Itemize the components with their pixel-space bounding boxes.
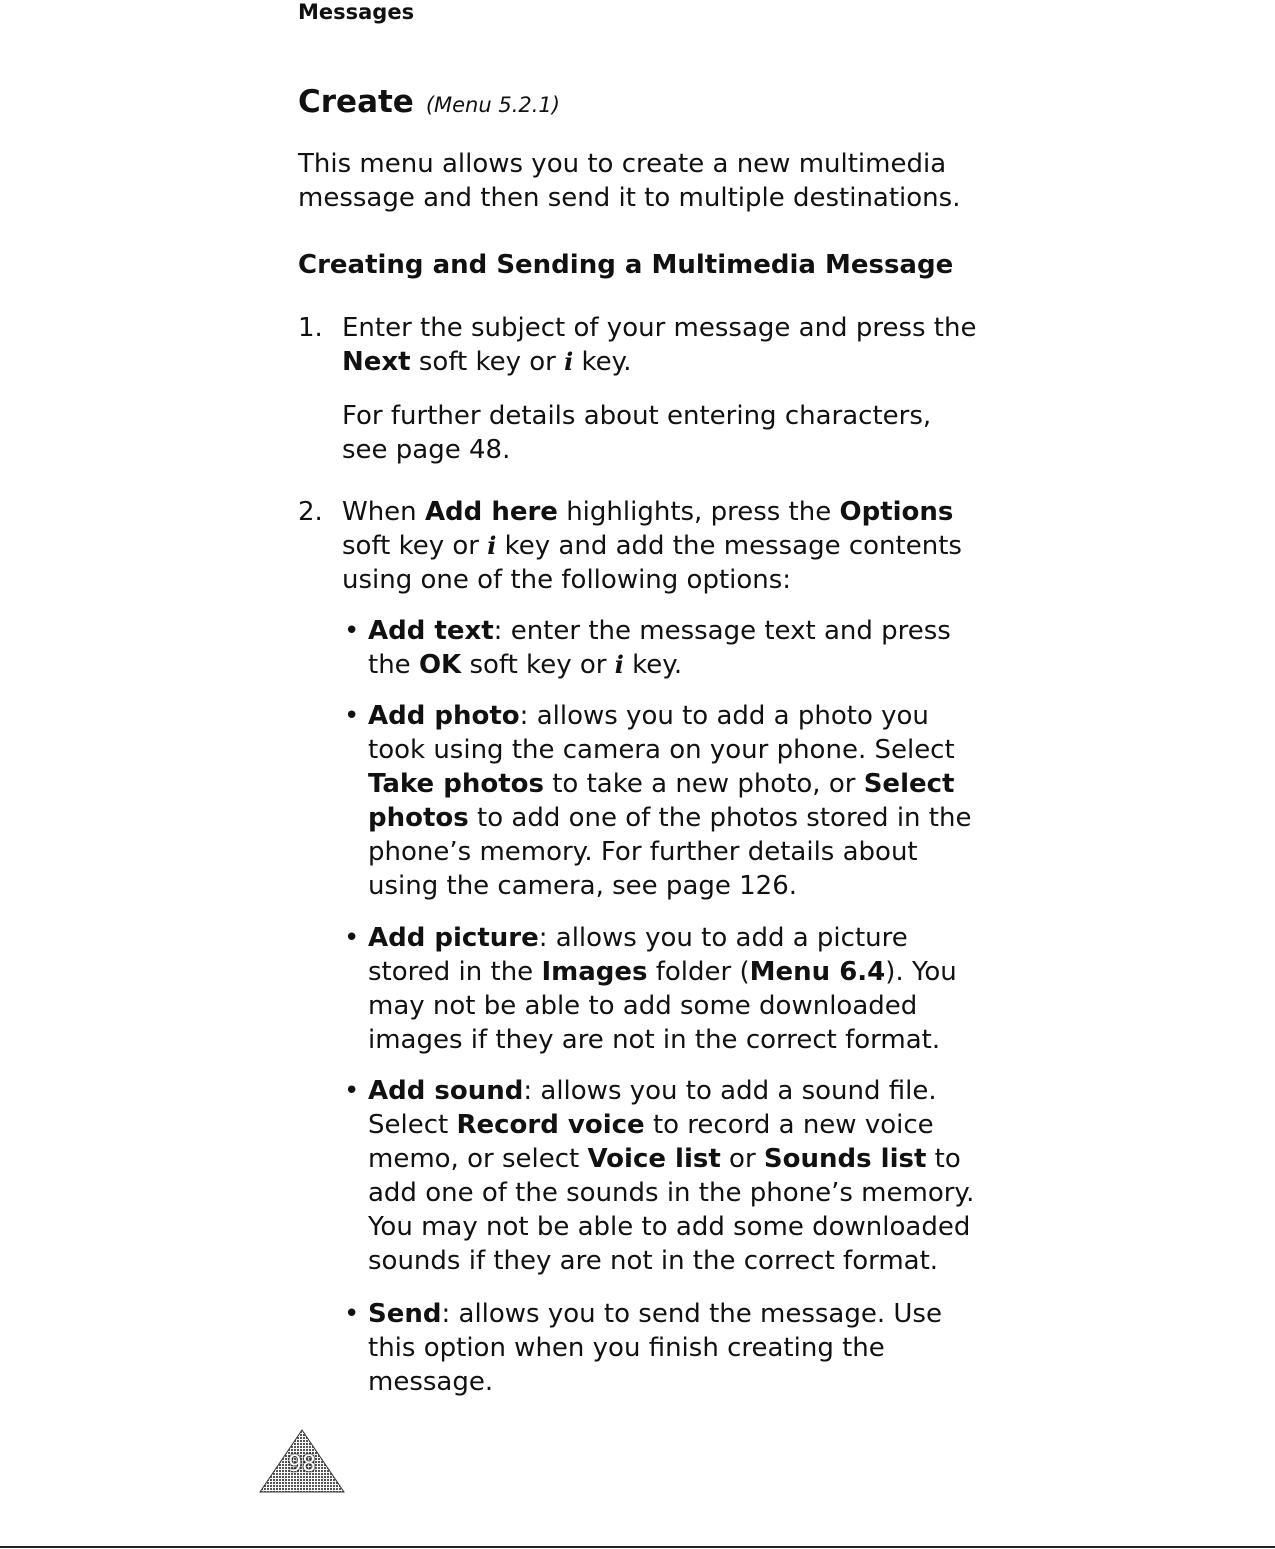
step-2-line: using one of the following options: xyxy=(342,565,792,595)
bullet-icon: • xyxy=(344,701,360,731)
bullet-line: phone’s memory. For further details about xyxy=(368,837,918,867)
bullet-icon: • xyxy=(344,1076,360,1106)
step-1-line xyxy=(342,345,976,379)
option-text: soft key or xyxy=(469,650,607,680)
images-folder-label: Images xyxy=(541,957,648,987)
menu-ref-label: Menu 6.4 xyxy=(749,957,886,987)
take-photos-label: Take photos xyxy=(368,769,544,799)
bullet-line: You may not be able to add some downloaded xyxy=(368,1212,971,1242)
option-text: : allows you to add a sound file. xyxy=(523,1076,937,1106)
step-1-note xyxy=(342,399,931,467)
bullet-line xyxy=(368,767,971,801)
bullet-line: images if they are not in the correct format. xyxy=(368,1025,941,1055)
option-text: stored in the xyxy=(368,957,534,987)
bullet-line xyxy=(368,955,957,989)
page-title xyxy=(298,84,560,120)
intro-line: This menu allows you to create a new multimedia xyxy=(298,149,947,179)
option-text: to xyxy=(934,1144,961,1174)
note-line: see page 48. xyxy=(342,435,511,465)
option-text: : enter the message text and press xyxy=(493,616,951,646)
menu-i-key-icon: i xyxy=(564,347,574,376)
bullet-add-text xyxy=(368,614,951,682)
step-text: key. xyxy=(581,347,632,377)
page-number: 98 xyxy=(288,1452,316,1477)
option-text: to add one of the photos stored in the xyxy=(477,803,972,833)
bullet-line xyxy=(368,699,971,733)
bullet-icon: • xyxy=(344,616,360,646)
sounds-list-label: Sounds list xyxy=(763,1144,927,1174)
menu-i-key-icon: i xyxy=(487,531,497,560)
option-text: to record a new voice xyxy=(652,1110,934,1140)
step-text: key and add the message contents xyxy=(504,531,962,561)
step-number: 1. xyxy=(298,313,323,343)
page-number-badge xyxy=(258,1428,346,1494)
option-text: the xyxy=(368,650,411,680)
intro-paragraph xyxy=(298,147,960,215)
bullet-line: took using the camera on your phone. Select xyxy=(368,735,955,765)
step-1-line: Enter the subject of your message and press the xyxy=(342,313,977,343)
option-label: Send xyxy=(368,1299,442,1329)
option-text: folder ( xyxy=(655,957,750,987)
note-line: For further details about entering characters, xyxy=(342,401,932,431)
option-text: ). You xyxy=(885,957,957,987)
option-text: : allows you to add a photo you xyxy=(519,701,929,731)
menu-reference: (Menu 5.2.1) xyxy=(425,93,560,117)
bullet-line: add one of the sounds in the phone’s memory. xyxy=(368,1178,975,1208)
option-text: memo, or select xyxy=(368,1144,580,1174)
option-text: : allows you to add a picture xyxy=(538,923,908,953)
bullet-line xyxy=(368,614,951,648)
bullet-icon: • xyxy=(344,923,360,953)
option-text: key. xyxy=(632,650,683,680)
bullet-line xyxy=(368,1297,942,1331)
bullet-add-sound xyxy=(368,1074,974,1278)
bullet-add-photo xyxy=(368,699,971,903)
options-key-label: Options xyxy=(839,497,954,527)
menu-i-key-icon: i xyxy=(614,650,624,679)
bullet-line xyxy=(368,1142,974,1176)
option-text: Select xyxy=(368,1110,449,1140)
step-2-line xyxy=(342,529,962,563)
bullet-line xyxy=(368,921,957,955)
bullet-icon: • xyxy=(344,1299,360,1329)
intro-line: message and then send it to multiple destinations. xyxy=(298,183,961,213)
step-text: When xyxy=(342,497,417,527)
bullet-line: message. xyxy=(368,1367,494,1397)
ok-key-label: OK xyxy=(418,650,462,680)
bullet-line xyxy=(368,648,951,682)
bullet-line xyxy=(368,1074,974,1108)
step-text: soft key or xyxy=(342,531,479,561)
record-voice-label: Record voice xyxy=(456,1110,645,1140)
bullet-line: may not be able to add some downloaded xyxy=(368,991,918,1021)
step-number: 2. xyxy=(298,497,323,527)
voice-list-label: Voice list xyxy=(587,1144,721,1174)
bullet-add-picture xyxy=(368,921,957,1057)
bullet-line xyxy=(368,801,971,835)
bullet-line xyxy=(368,1108,974,1142)
option-text: to take a new photo, or xyxy=(552,769,856,799)
bullet-line: using the camera, see page 126. xyxy=(368,871,798,901)
option-label: Add picture xyxy=(368,923,539,953)
running-head: Messages xyxy=(298,0,415,24)
add-here-label: Add here xyxy=(424,497,558,527)
option-text: : allows you to send the message. Use xyxy=(441,1299,942,1329)
step-1 xyxy=(342,311,976,379)
next-key-label: Next xyxy=(342,347,411,377)
option-label: Add photo xyxy=(368,701,520,731)
step-text: soft key or xyxy=(418,347,556,377)
bullet-line: this option when you finish creating the xyxy=(368,1333,885,1363)
option-text: or xyxy=(729,1144,756,1174)
bullet-line: sounds if they are not in the correct format. xyxy=(368,1246,939,1276)
option-label: Add sound xyxy=(368,1076,524,1106)
step-2-line xyxy=(342,495,962,529)
step-2 xyxy=(342,495,962,597)
option-label: Add text xyxy=(368,616,494,646)
select-photos-label: photos xyxy=(368,803,469,833)
bottom-rule xyxy=(0,1546,1275,1548)
select-photos-label: Select xyxy=(863,769,955,799)
bullet-send xyxy=(368,1297,942,1399)
step-text: highlights, press the xyxy=(566,497,832,527)
section-heading: Creating and Sending a Multimedia Message xyxy=(298,250,954,280)
title-text: Create xyxy=(298,84,414,120)
